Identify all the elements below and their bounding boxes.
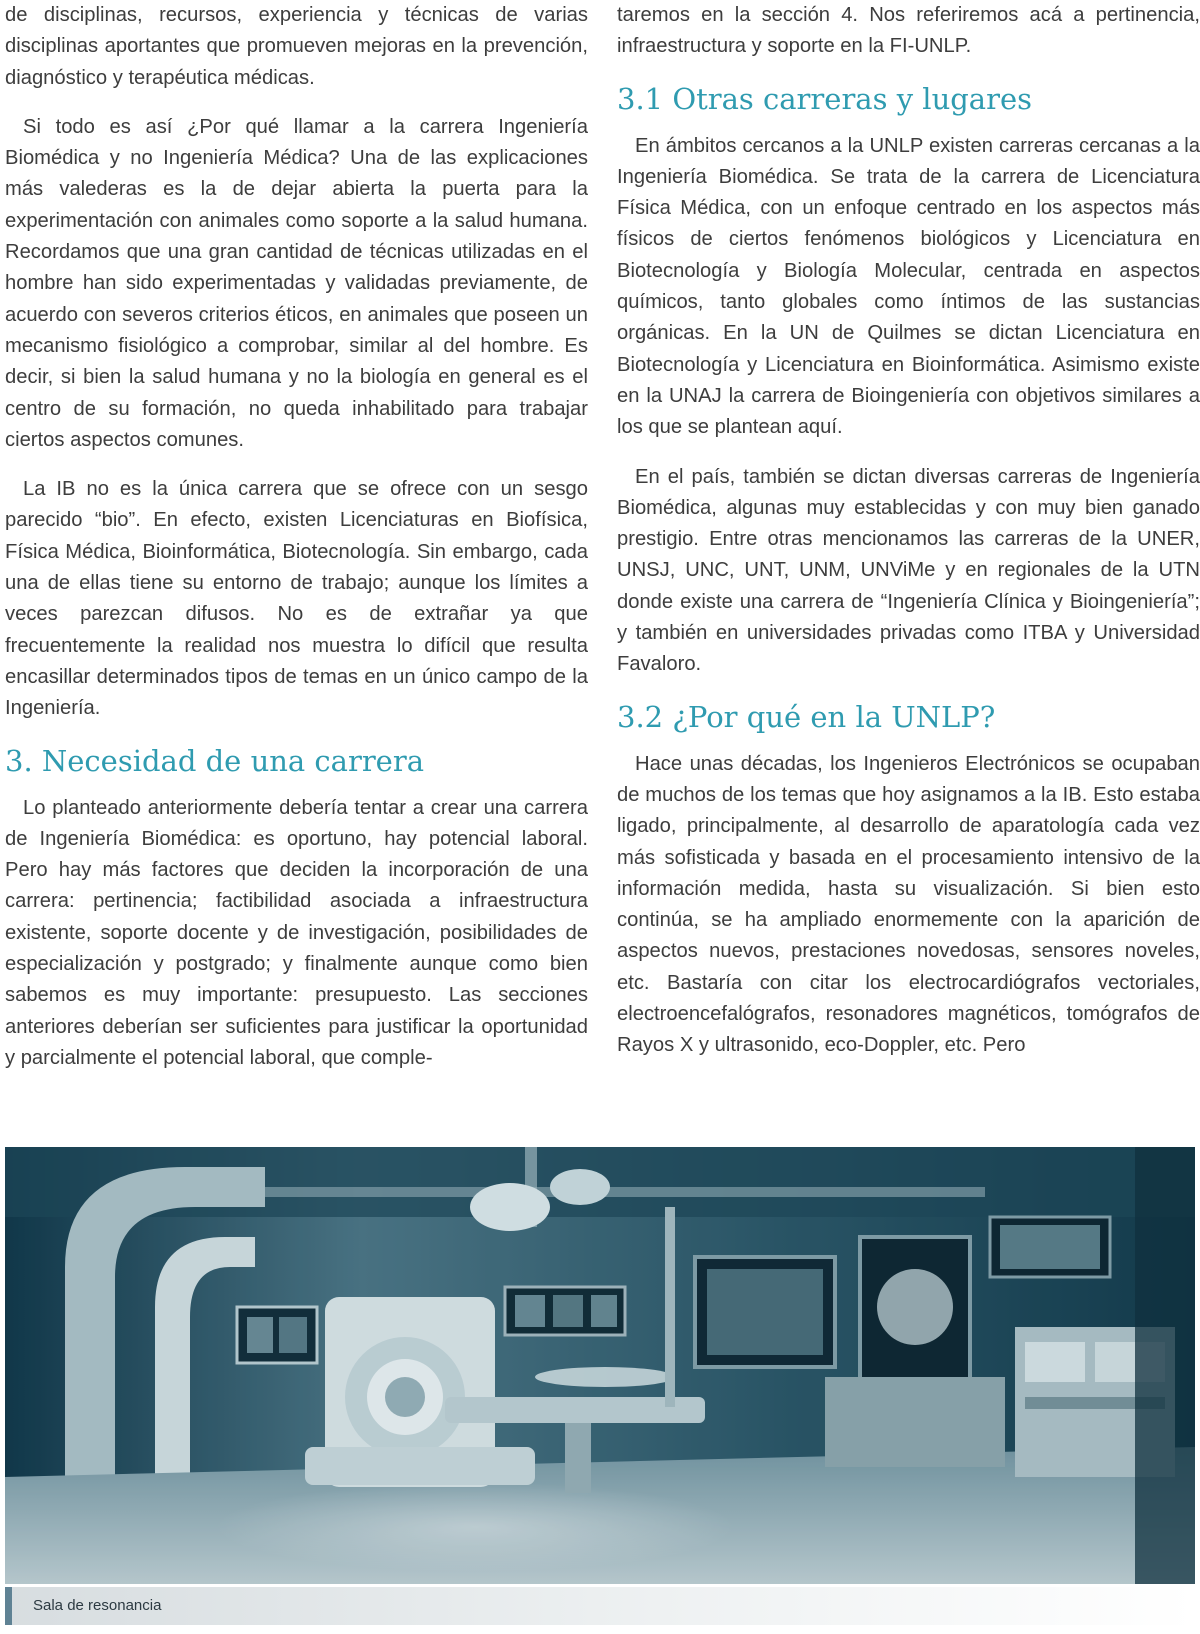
figure-caption: Sala de resonancia (33, 1597, 162, 1614)
figure-caption-bar (5, 1587, 1195, 1625)
paragraph: Si todo es así ¿Por qué llamar a la carrera Ingeniería Biomédica y no Ingeniería Médica? Una de las explicaciones más valederas es la de dejar abierta la puerta para la experimentación con animales como soporte a la salud humana. Recordamos que una gran cantidad de técnicas utilizadas en el hombre han sido experimentadas y validadas previamente, de acuerdo con severos criterios éticos, en animales que poseen un mecanismo fisiológico a comprobar, similar al del hombre. Es decir, si bien la salud humana y no la biología en general es el centro de su formación, no queda inhabilitado para trabajar ciertos aspectos comunes. (5, 115, 588, 451)
paragraph: Hace unas décadas, los Ingenieros Electrónicos se ocupaban de muchos de los temas que hoy asignamos a la IB. Esto estaba ligado, principalmente, al desarrollo de aparatología cada vez más sofisticada y basada en el procesamiento intensivo de la información medida, hasta su visualización. Si bien esto continúa, se ha ampliado enormemente con la aparición de aspectos nuevos, prestaciones novedosas, sensores noveles, etc. Bastaría con citar los electrocardiógrafos vectoriales, electroencefalógrafos, resonadores magnéticos, tomógrafos de Rayos X y ultrasonido, eco-Doppler, etc. Pero (617, 752, 1200, 1057)
paragraph: taremos en la sección 4. Nos referiremos acá a pertinencia, infraestructura y soporte en la FI-UNLP. (617, 4, 1200, 58)
paragraph: Lo planteado anteriormente debería tentar a crear una carrera de Ingeniería Biomédica: es oportuno, hay potencial laboral. Pero hay más factores que deciden la incorporación de una carrera: pertinencia; factibilidad asociada a infraestructura existente, soporte docente y de investigación, posibilidades de especialización y postgrado; y finalmente aunque como bien sabemos es muy importante: presupuesto. Las secciones anteriores deberían ser suficientes para justificar la oportunidad y parcialmente el potencial laboral, que comple- (5, 796, 588, 1069)
right-column (617, 0, 1200, 1080)
section-heading: 3.1 Otras carreras y lugares (617, 81, 1033, 116)
resonance-room-photo (5, 1147, 1195, 1584)
left-column (5, 0, 588, 1092)
article-columns (5, 0, 1200, 1110)
section-heading: 3.2 ¿Por qué en la UNLP? (617, 699, 996, 734)
caption-accent-bar (5, 1587, 12, 1625)
paragraph: de disciplinas, recursos, experiencia y técnicas de varias disciplinas aportantes que promueven mejoras en la prevención, diagnóstico y terapéutica médicas. (5, 4, 588, 89)
paragraph: En el país, también se dictan diversas carreras de Ingeniería Biomédica, algunas muy establecidas y con muy bien ganado prestigio. Entre otras mencionamos las carreras de la UNER, UNSJ, UNC, UNT, UNM, UNViMe y en regionales de la UTN donde existe una carrera de “Ingeniería Clínica y Bioingeniería”; y también en universidades privadas como ITBA y Universidad Favaloro. (617, 465, 1200, 676)
paragraph: En ámbitos cercanos a la UNLP existen carreras cercanas a la Ingeniería Biomédica. Se trata de la carrera de Licenciatura Física Médica, con un enfoque centrado en los aspectos más físicos de ciertos fenómenos biológicos y Licenciatura en Biotecnología y Biología Molecular, centrada en aspectos químicos, tanto globales como íntimos de las sustancias orgánicas. En la UN de Quilmes se dictan Licenciatura en Biotecnología y Licenciatura en Bioinformática. Asimismo existe en la UNAJ la carrera de Bioingeniería con objetivos similares a los que se plantean aquí. (617, 134, 1200, 439)
paragraph: La IB no es la única carrera que se ofrece con un sesgo parecido “bio”. En efecto, existen Licenciaturas en Biofísica, Física Médica, Bioinformática, Biotecnología. Sin embargo, cada una de ellas tiene su entorno de trabajo; aunque los límites a veces parezcan difusos. No es de extrañar ya que frecuentemente la realidad nos muestra lo difícil que resulta encasillar determinados tipos de temas en un único campo de la Ingeniería. (5, 478, 588, 720)
section-heading: 3. Necesidad de una carrera (5, 743, 424, 778)
